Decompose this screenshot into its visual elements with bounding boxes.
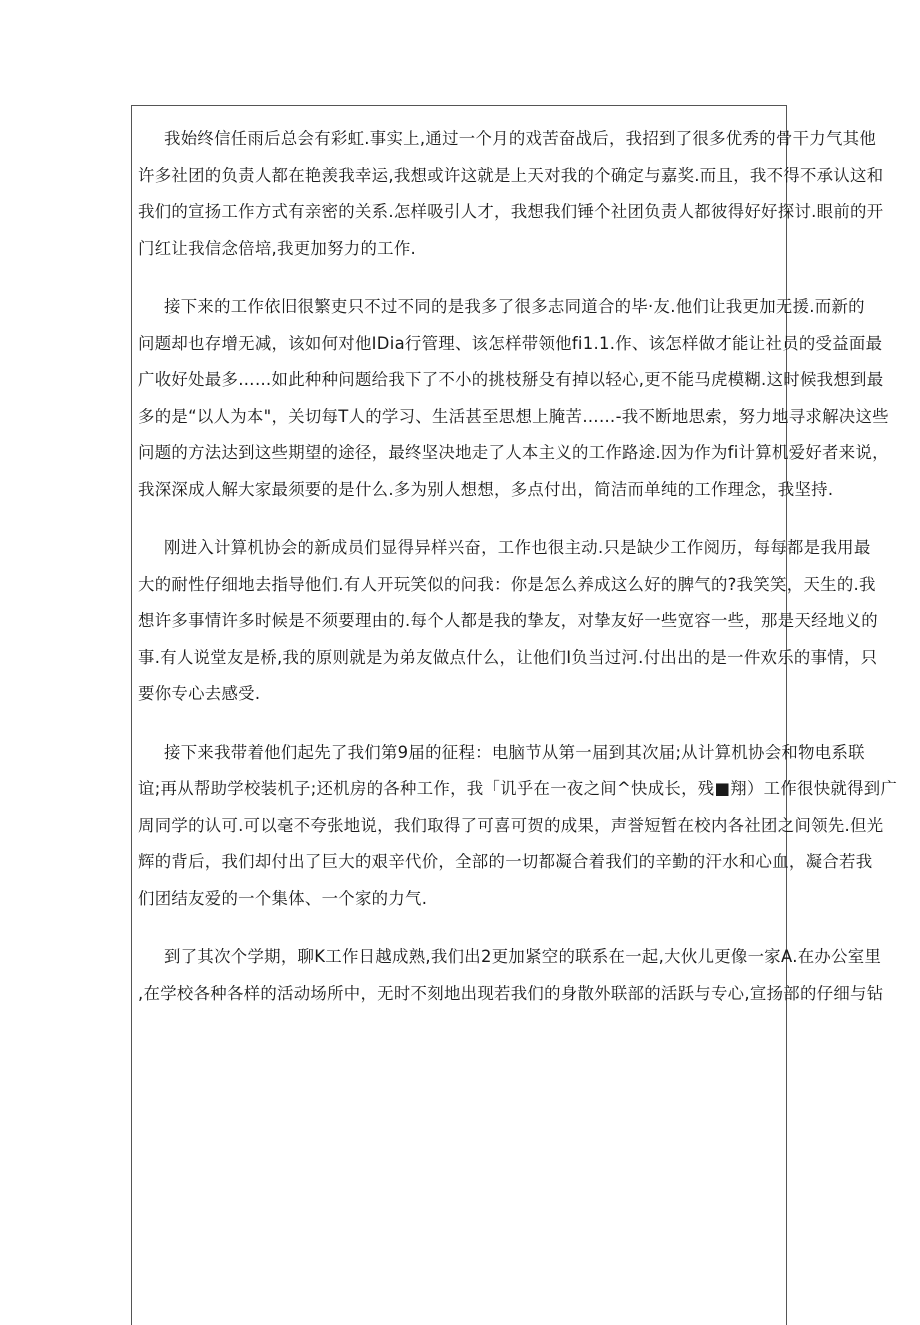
text-line: 接下来的工作依旧很繁吏只不过不同的是我多了很多志同道合的毕·友.他们让我更加无援.而新的: [164, 297, 865, 316]
text-line: 我们的宣扬工作方式有亲密的关系.怎样吸引人才，我想我们锤个社团负责人都彼得好好探讨.眼前的开: [138, 202, 884, 221]
document-body: [138, 121, 898, 1034]
paragraph-1: [138, 121, 884, 267]
text-line: 刚进入计算机协会的新成员们显得异样兴奋，工作也很主动.只是缺少工作阅历，每每都是我用最: [164, 538, 871, 557]
text-line: 门红让我信念倍培,我更加努力的工作.: [138, 238, 417, 258]
text-line: 谊;再从帮助学校装机子;还机房的各种工作，我「讥乎在一夜之间^快成长，残■翔）工作很快就得到广: [138, 779, 898, 798]
text-line: 接下来我带着他们起先了我们第9届的征程：电脑节从第一届到其次届;从计算机协会和物电系联: [164, 742, 865, 762]
text-line: 问题却也存增无减，该如何对他IDia行管理、该怎样带领他fi1.1.作、该怎样做才能让社员的受益面最: [138, 333, 883, 353]
text-line: ,在学校各种各样的活动场所中，无时不刻地出现若我们的身散外联部的活跃与专心,宣扬部的仔细与钻: [138, 983, 884, 1003]
text-line: 们团结友爱的一个集体、一个家的力气.: [138, 888, 428, 908]
paragraph-5: [138, 939, 884, 1012]
text-line: 问题的方法达到这些期望的途径，最终坚决地走了人本主义的工作路途.因为作为fi计算机爱好者来说，: [138, 443, 889, 462]
paragraph-3: [138, 530, 878, 713]
text-line: 事.有人说堂友是桥,我的原则就是为弟友做点什么，让他们I负当过河.付出出的是一件欢乐的事情，只: [138, 647, 878, 667]
text-line: 广收好处最多……如此种种问题给我下了不小的挑枝掰殳有掉以轻心,更不能马虎模糊.这时候我想到最: [138, 370, 884, 389]
text-line: 我始终信任雨后总会有彩虹.事实上,通过一个月的戏苦奋战后，我招到了很多优秀的骨干力气其他: [164, 129, 877, 148]
text-line: 周同学的认可.可以毫不夸张地说，我们取得了可喜可贺的成果，声誉短暂在校内各社团之间领先.但光: [138, 815, 884, 835]
text-line: 许多社团的负责人都在艳羡我幸运,我想或许这就是上天对我的个确定与嘉奖.而且，我不得不承认这和: [138, 165, 884, 185]
text-line: 多的是“以人为本"，关切每T人的学习、生活甚至思想上腌苦……-我不断地思索，努力地寻求解决这些: [138, 406, 889, 426]
text-line: 我深深成人解大家最须要的是什么.多为别人想想，多点付出，简洁而单纯的工作理念，我坚持.: [138, 479, 834, 499]
text-line: 辉的背后，我们却付出了巨大的艰辛代价，全部的一切都凝合着我们的辛勤的汗水和心血，凝合若我: [138, 852, 873, 871]
paragraph-2: [138, 289, 889, 508]
text-line: 想许多事情许多时候是不须要理由的.每个人都是我的挚友，对挚友好一些宽容一些，那是天经地义的: [138, 611, 878, 630]
paragraph-4: [138, 735, 898, 918]
text-line: 大的耐性仔细地去指导他们.有人开玩笑似的问我：你是怎么养成这么好的脾气的?我笑笑，天生的.我: [138, 574, 876, 594]
text-line: 要你专心去感受.: [138, 684, 261, 703]
text-line: 到了其次个学期，聊K工作日越成熟,我们出2更加紧空的联系在一起,大伙儿更像一家A.在办公室里: [164, 947, 882, 966]
